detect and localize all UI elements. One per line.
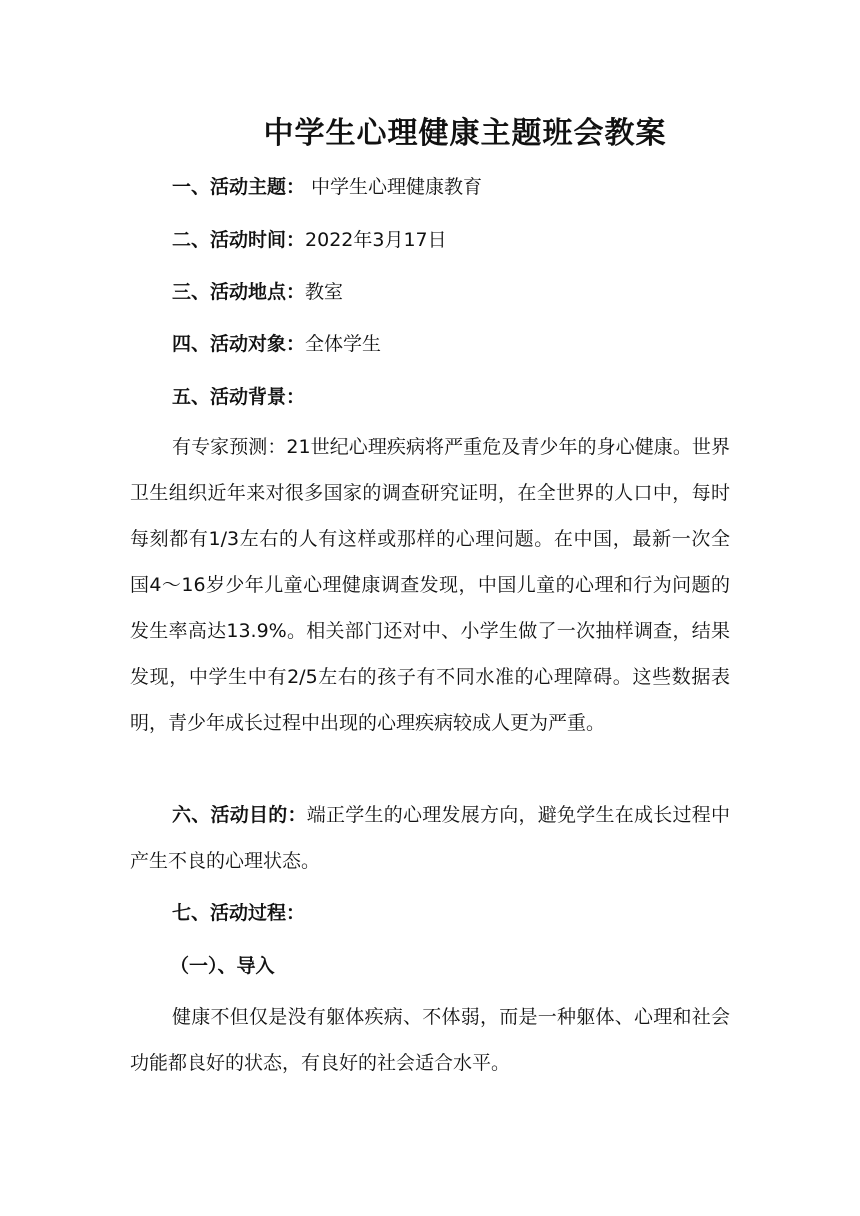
intro-paragraph: 健康不但仅是没有躯体疾病、不体弱，而是一种躯体、心理和社会功能都良好的状态，有良好的社会适合水平。: [130, 1006, 730, 1074]
purpose-label: 六、活动目的：: [172, 804, 307, 826]
time-line: [172, 226, 447, 254]
object-line: [172, 330, 381, 358]
document-title: 中学生心理健康主题班会教案: [263, 116, 667, 151]
background-heading: [172, 383, 305, 411]
intro-subheading: （一）、导入: [170, 955, 275, 977]
place-label: 三、活动地点：: [172, 281, 306, 303]
place-line: [172, 278, 343, 306]
purpose-value: 端正学生的心理发展方向，避免学生在成长过程中产生不良的心理状态。: [130, 804, 730, 872]
background-paragraph: 有专家预测：21世纪心理疾病将严重危及青少年的身心健康。世界卫生组织近年来对很多国家的调查研究证明，在全世界的人口中，每时每刻都有1/3左右的人有这样或那样的心理问题。在中国，最新一次全国4～16岁少年儿童心理健康调查发现，中国儿童的心理和行为问题的发生率高达13.9%。相关部门还对中、小学生做了一次抽样调查，结果发现，中学生中有2/5左右的孩子有不同水准的心理障碍。这些数据表明，青少年成长过程中出现的心理疾病较成人更为严重。: [130, 436, 730, 734]
object-value: 全体学生: [305, 333, 382, 355]
time-label: 二、活动时间：: [172, 229, 306, 251]
purpose-paragraph: [130, 792, 730, 884]
theme-value: 中学生心理健康教育: [305, 176, 483, 198]
theme-label: 一、活动主题：: [172, 176, 306, 198]
time-value: 2022年3月17日: [305, 229, 447, 251]
process-label: 七、活动过程：: [172, 902, 306, 924]
process-heading: [172, 899, 305, 927]
place-value: 教室: [305, 281, 344, 303]
object-label: 四、活动对象：: [172, 333, 306, 355]
background-label: 五、活动背景：: [172, 386, 306, 408]
theme-line: [172, 173, 482, 201]
